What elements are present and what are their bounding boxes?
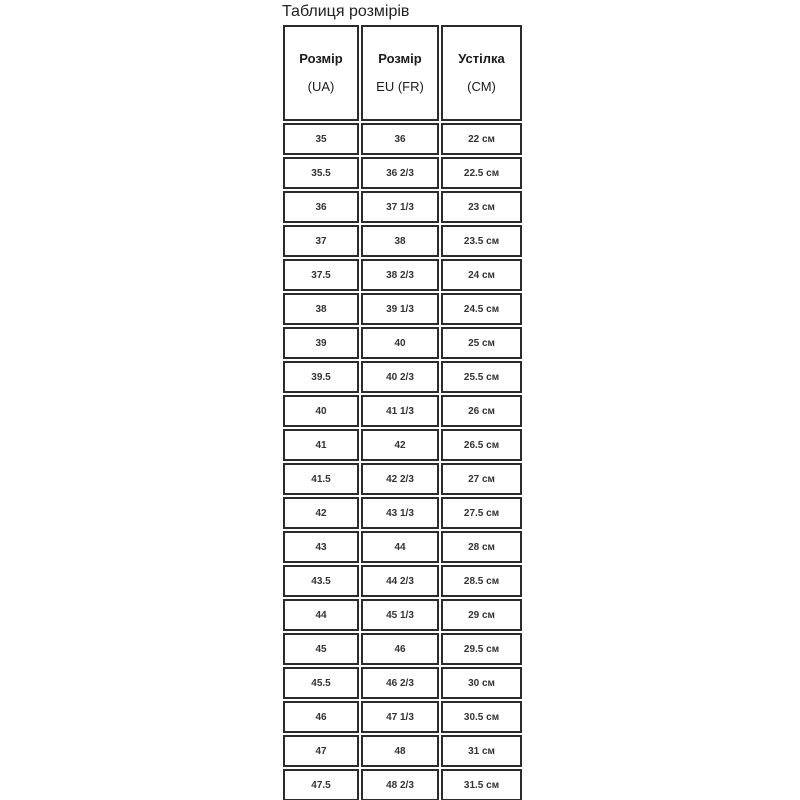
cell-size-eu: 45 1/3 xyxy=(361,599,439,631)
table-row xyxy=(283,565,522,597)
cell-insole-cm: 24 см xyxy=(441,259,522,291)
cell-size-ua: 47.5 xyxy=(283,769,359,800)
table-row xyxy=(283,191,522,223)
table-row xyxy=(283,463,522,495)
table-row xyxy=(283,327,522,359)
header-size-eu-line2: EU (FR) xyxy=(376,79,424,94)
cell-size-ua: 42 xyxy=(283,497,359,529)
cell-size-ua: 37.5 xyxy=(283,259,359,291)
header-size-eu xyxy=(361,25,439,121)
cell-insole-cm: 28.5 см xyxy=(441,565,522,597)
cell-size-eu: 41 1/3 xyxy=(361,395,439,427)
header-size-ua-line1: Розмір xyxy=(299,51,343,66)
cell-size-ua: 45 xyxy=(283,633,359,665)
cell-size-ua: 37 xyxy=(283,225,359,257)
cell-size-ua: 35 xyxy=(283,123,359,155)
page-title: Таблиця розмірів xyxy=(282,3,410,20)
table-row xyxy=(283,225,522,257)
table-row xyxy=(283,735,522,767)
table-row xyxy=(283,701,522,733)
cell-size-ua: 40 xyxy=(283,395,359,427)
cell-insole-cm: 22 см xyxy=(441,123,522,155)
cell-size-eu: 43 1/3 xyxy=(361,497,439,529)
cell-size-eu: 37 1/3 xyxy=(361,191,439,223)
cell-insole-cm: 23 см xyxy=(441,191,522,223)
cell-insole-cm: 31.5 см xyxy=(441,769,522,800)
cell-insole-cm: 31 см xyxy=(441,735,522,767)
header-insole-line1: Устілка xyxy=(458,51,505,66)
cell-size-ua: 38 xyxy=(283,293,359,325)
table-row xyxy=(283,361,522,393)
header-insole-line2: (СМ) xyxy=(467,79,496,94)
cell-size-ua: 36 xyxy=(283,191,359,223)
table-row xyxy=(283,259,522,291)
cell-size-ua: 44 xyxy=(283,599,359,631)
header-size-ua xyxy=(283,25,359,121)
cell-insole-cm: 25.5 см xyxy=(441,361,522,393)
cell-size-eu: 39 1/3 xyxy=(361,293,439,325)
cell-size-eu: 46 xyxy=(361,633,439,665)
cell-size-ua: 45.5 xyxy=(283,667,359,699)
cell-size-ua: 39 xyxy=(283,327,359,359)
cell-insole-cm: 23.5 см xyxy=(441,225,522,257)
table-row xyxy=(283,123,522,155)
cell-size-ua: 41.5 xyxy=(283,463,359,495)
cell-size-ua: 41 xyxy=(283,429,359,461)
header-insole-cm xyxy=(441,25,522,121)
table-row xyxy=(283,429,522,461)
size-chart-table xyxy=(281,23,524,800)
cell-size-ua: 39.5 xyxy=(283,361,359,393)
cell-insole-cm: 25 см xyxy=(441,327,522,359)
cell-size-eu: 36 2/3 xyxy=(361,157,439,189)
table-row xyxy=(283,497,522,529)
cell-size-eu: 48 xyxy=(361,735,439,767)
cell-size-eu: 40 xyxy=(361,327,439,359)
cell-insole-cm: 28 см xyxy=(441,531,522,563)
table-header-row xyxy=(283,25,522,121)
cell-insole-cm: 27 см xyxy=(441,463,522,495)
cell-insole-cm: 27.5 см xyxy=(441,497,522,529)
cell-size-eu: 42 xyxy=(361,429,439,461)
table-row xyxy=(283,599,522,631)
cell-size-eu: 48 2/3 xyxy=(361,769,439,800)
cell-size-ua: 35.5 xyxy=(283,157,359,189)
cell-size-ua: 47 xyxy=(283,735,359,767)
cell-insole-cm: 30 см xyxy=(441,667,522,699)
header-size-ua-line2: (UA) xyxy=(307,79,335,94)
cell-size-eu: 38 2/3 xyxy=(361,259,439,291)
cell-size-ua: 43 xyxy=(283,531,359,563)
table-row xyxy=(283,633,522,665)
cell-size-eu: 46 2/3 xyxy=(361,667,439,699)
table-row xyxy=(283,667,522,699)
cell-insole-cm: 30.5 см xyxy=(441,701,522,733)
cell-size-ua: 46 xyxy=(283,701,359,733)
cell-insole-cm: 29 см xyxy=(441,599,522,631)
header-size-eu-line1: Розмір xyxy=(378,51,422,66)
cell-insole-cm: 22.5 см xyxy=(441,157,522,189)
cell-insole-cm: 26 см xyxy=(441,395,522,427)
cell-insole-cm: 26.5 см xyxy=(441,429,522,461)
table-row xyxy=(283,531,522,563)
cell-size-eu: 44 xyxy=(361,531,439,563)
table-row xyxy=(283,157,522,189)
cell-size-eu: 36 xyxy=(361,123,439,155)
cell-size-eu: 42 2/3 xyxy=(361,463,439,495)
cell-size-eu: 47 1/3 xyxy=(361,701,439,733)
cell-insole-cm: 24.5 см xyxy=(441,293,522,325)
table-row xyxy=(283,769,522,800)
table-row xyxy=(283,293,522,325)
cell-size-eu: 38 xyxy=(361,225,439,257)
table-row xyxy=(283,395,522,427)
cell-size-eu: 44 2/3 xyxy=(361,565,439,597)
cell-size-eu: 40 2/3 xyxy=(361,361,439,393)
cell-insole-cm: 29.5 см xyxy=(441,633,522,665)
cell-size-ua: 43.5 xyxy=(283,565,359,597)
